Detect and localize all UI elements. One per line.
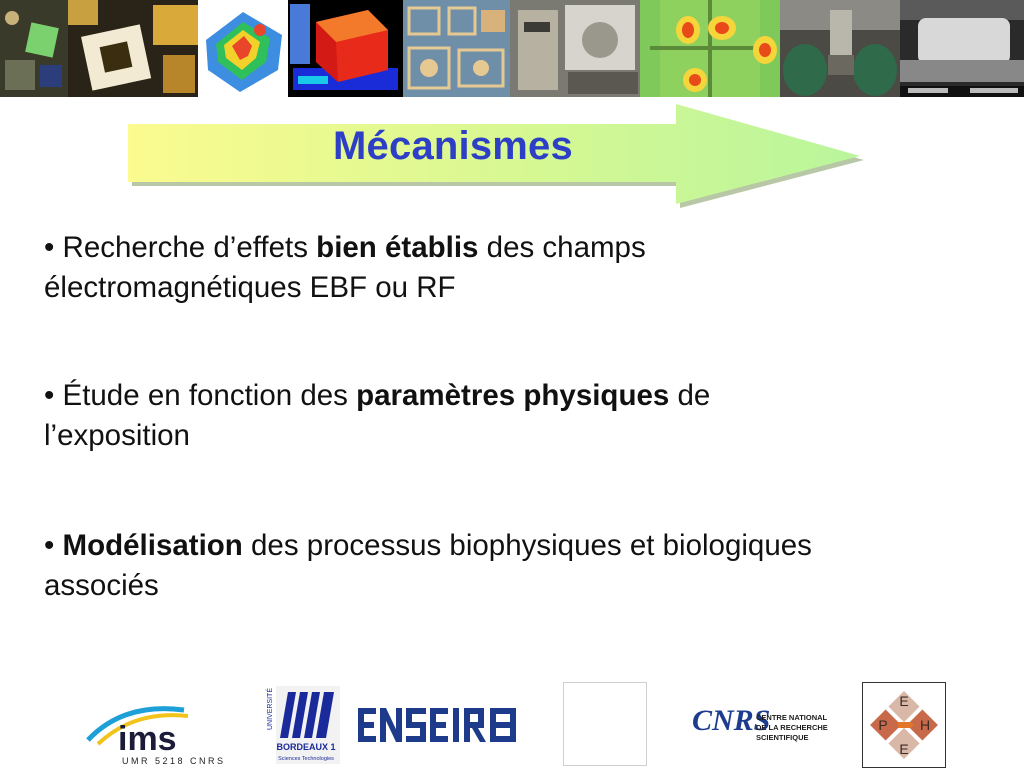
bullet-item [44, 526, 844, 606]
bullet-text: de l’exposition [44, 379, 711, 452]
bordeaux-name: BORDEAUX 1 [276, 742, 336, 752]
cnrs-line-1: CENTRE NATIONAL [756, 713, 828, 722]
pehe-logo [862, 682, 946, 768]
pehe-letter-e-top: E [899, 693, 909, 709]
circuit-layout [403, 0, 510, 97]
field-map-simulation [640, 0, 780, 97]
pehe-letter-h: H [919, 717, 931, 733]
bullet-text: Étude en fonction des [62, 379, 357, 412]
cnrs-abbr: CNRS [692, 704, 771, 737]
bullet-emphasis: bien établis [316, 231, 479, 264]
ims-logo-text: ims [118, 720, 177, 758]
ims-logo-subtitle: UMR 5218 CNRS [122, 756, 226, 766]
bullet-text: des champs électromagnétiques EBF ou RF [44, 231, 646, 304]
electron-microscope-image [900, 0, 1024, 97]
bullet-emphasis: Modélisation [62, 529, 243, 562]
bordeaux-subtitle: Sciences Technologies [278, 756, 334, 762]
bordeaux-logo [262, 686, 340, 764]
enseirb-logo [358, 708, 522, 742]
empty-logo-frame [563, 682, 647, 766]
bullet-item [44, 376, 844, 456]
bullet-marker: • [44, 529, 55, 562]
title-arrow-banner [128, 102, 868, 210]
cnrs-line-2: DE LA RECHERCHE [756, 723, 828, 732]
bullet-marker: • [44, 231, 55, 264]
slide-title: Mécanismes [333, 124, 573, 168]
header-image-strip [0, 0, 1024, 97]
ims-logo [84, 694, 234, 766]
3d-surface-plot [198, 0, 288, 97]
bullet-item [44, 228, 844, 308]
chip-circuit-photo [0, 0, 68, 97]
pehe-letter-p: P [878, 717, 888, 733]
cnrs-logo [690, 692, 840, 758]
bordeaux-university-label: UNIVERSITÉ [267, 687, 274, 730]
bullet-emphasis: paramètres physiques [356, 379, 670, 412]
3d-field-simulation [288, 0, 403, 97]
bullet-text: Recherche d’effets [62, 231, 317, 264]
chip-package-photo [68, 0, 198, 97]
bullet-text: des processus biophysiques et biologiques associés [44, 529, 812, 602]
partner-logos [0, 680, 1024, 768]
bullet-marker: • [44, 379, 55, 412]
cnrs-line-3: SCIENTIFIQUE [756, 733, 809, 742]
antenna-equipment-photo [780, 0, 900, 97]
pehe-letter-e-bottom: E [899, 741, 909, 757]
lab-equipment-photo [510, 0, 640, 97]
